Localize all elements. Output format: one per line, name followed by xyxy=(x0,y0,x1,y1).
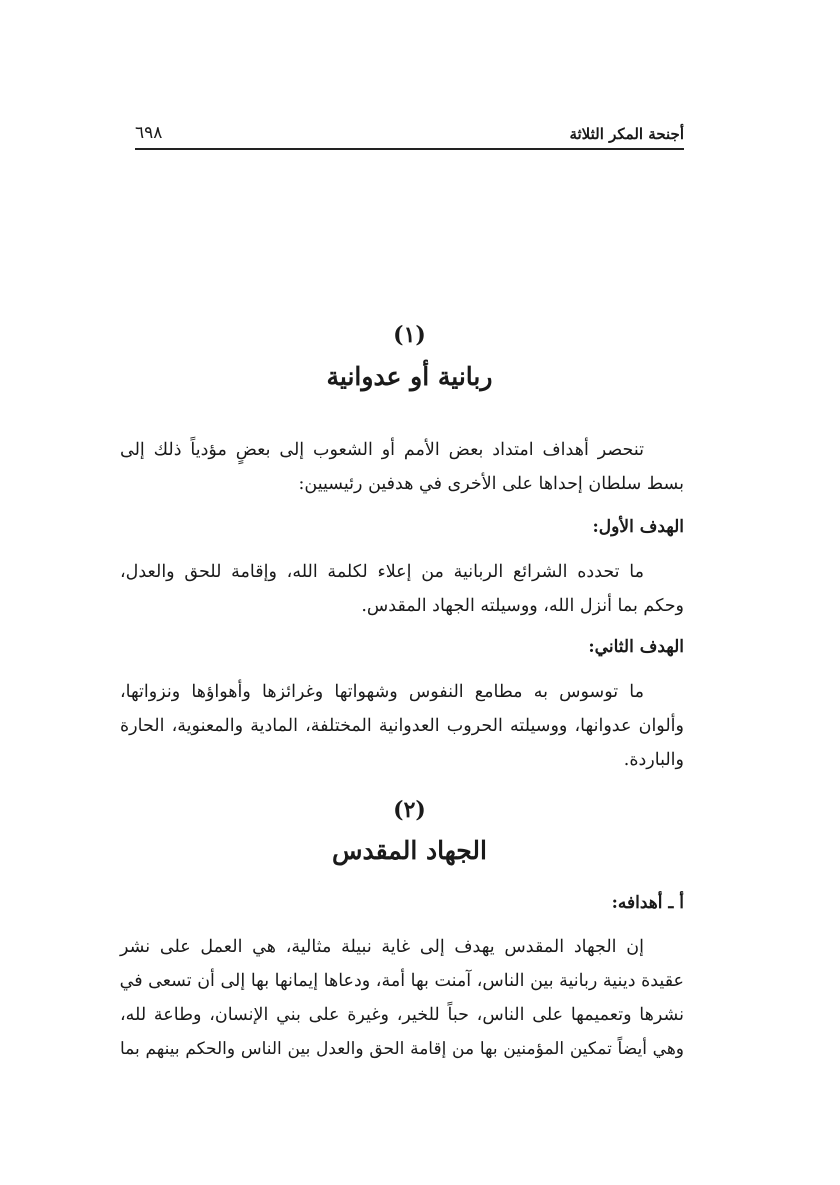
section-1-number: (١) xyxy=(393,322,426,348)
paragraph-line: ما توسوس به مطامع النفوس وشهواتها وغرائزها وأهواؤها ونزواتها، xyxy=(120,682,644,702)
page-number: ٦٩٨ xyxy=(135,123,163,143)
goal-2-paragraph xyxy=(120,675,684,777)
section-1-intro-paragraph xyxy=(120,433,684,501)
paragraph-line: ما تحدده الشرائع الربانية من إعلاء لكلمة الله، وإقامة للحق والعدل، xyxy=(120,562,644,582)
paragraph-line: عقيدة دينية ربانية بين الناس، آمنت بها أمة، ودعاها إيمانها بها إلى أن تسعى في xyxy=(119,971,684,991)
section-2-title: الجهاد المقدس xyxy=(332,836,487,865)
goal-1-paragraph xyxy=(120,555,684,623)
section-2-subheading: أ ـ أهدافه: xyxy=(611,893,684,913)
paragraph-line: تنحصر أهداف امتداد بعض الأمم أو الشعوب إلى بعضٍ مؤدياً ذلك إلى xyxy=(120,440,644,460)
paragraph-line: وحكم بما أنزل الله، ووسيلته الجهاد المقدس. xyxy=(361,596,684,616)
paragraph-line: والباردة. xyxy=(623,750,684,770)
paragraph-line: وألوان عدوانها، ووسيلته الحروب العدوانية المختلفة، المادية والمعنوية، الحارة xyxy=(120,716,684,736)
goal-1-heading: الهدف الأول: xyxy=(592,517,684,537)
section-2-number: (٢) xyxy=(393,797,426,823)
section-1-title: ربانية أو عدوانية xyxy=(326,362,493,391)
running-header xyxy=(135,120,684,150)
paragraph-line: إن الجهاد المقدس يهدف إلى غاية نبيلة مثالية، هي العمل على نشر xyxy=(120,937,644,957)
paragraph-line: نشرها وتعميمها على الناس، حباً للخير، وغيرة على بني الإنسان، وطاعة لله، xyxy=(120,1005,684,1025)
paragraph-line: بسط سلطان إحداها على الأخرى في هدفين رئيسيين: xyxy=(298,474,684,494)
section-2-paragraph xyxy=(120,930,684,1066)
paragraph-line: وهي أيضاً تمكين المؤمنين بها من إقامة الحق والعدل بين الناس والحكم بينهم بما xyxy=(120,1039,684,1059)
goal-2-heading: الهدف الثاني: xyxy=(588,637,684,657)
running-title: أجنحة المكر الثلاثة xyxy=(569,125,684,143)
